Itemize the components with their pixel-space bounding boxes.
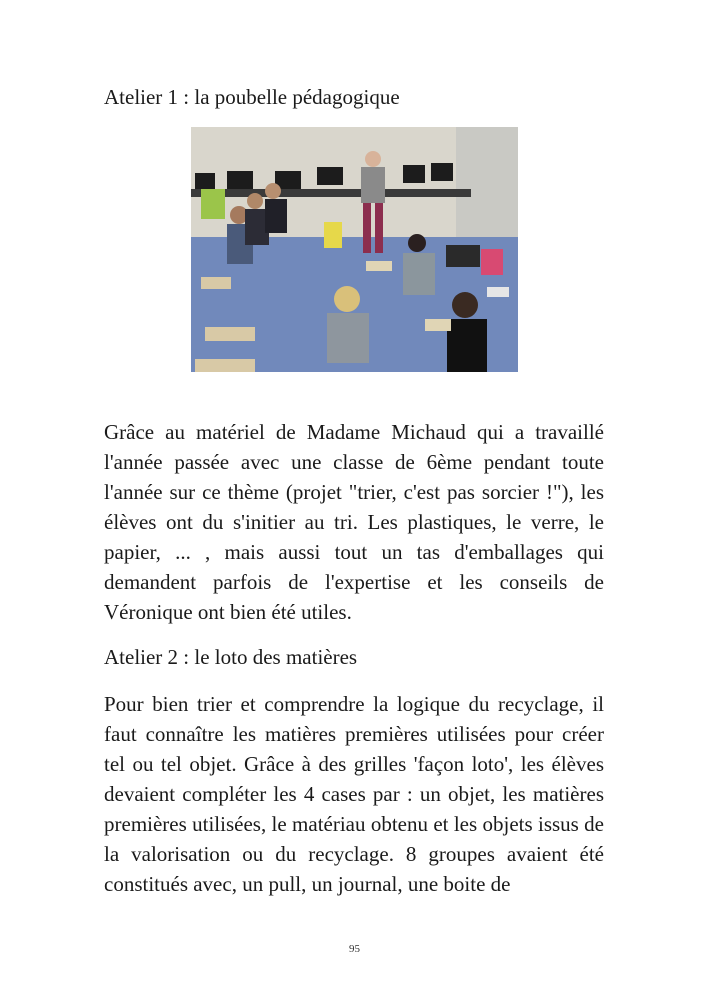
workshop-2-title: Atelier 2 : le loto des matières xyxy=(104,645,358,669)
workshop-2-paragraph: Pour bien trier et comprendre la logique du recyclage, il faut connaître les matières premières utilisées pour créer tel ou tel objet. Grâce à des grilles 'façon loto', les élèves devaient compléter les 4 cases par : un objet, les matières premières utilisées, le matériau obtenu et les objets issus de la valorisation ou du recyclage. 8 groupes avaient été constitués avec, un pull, un journal, une boite de xyxy=(104,692,604,896)
workshop-1-title: Atelier 1 : la poubelle pédagogique xyxy=(104,85,400,109)
page-number: 95 xyxy=(349,943,360,955)
workshop-1-paragraph: Grâce au matériel de Madame Michaud qui a travaillé l'année passée avec une classe de 6ème pendant toute l'année sur ce thème (projet "trier, c'est pas sorcier !"), les élèves ont du s'initier au tri. Les plastiques, le verre, le papier, ... , mais aussi tout un tas d'emballages qui demandent parfois de l'expertise et les conseils de Véronique ont bien été utiles. xyxy=(104,420,604,624)
classroom-photo xyxy=(191,127,518,372)
